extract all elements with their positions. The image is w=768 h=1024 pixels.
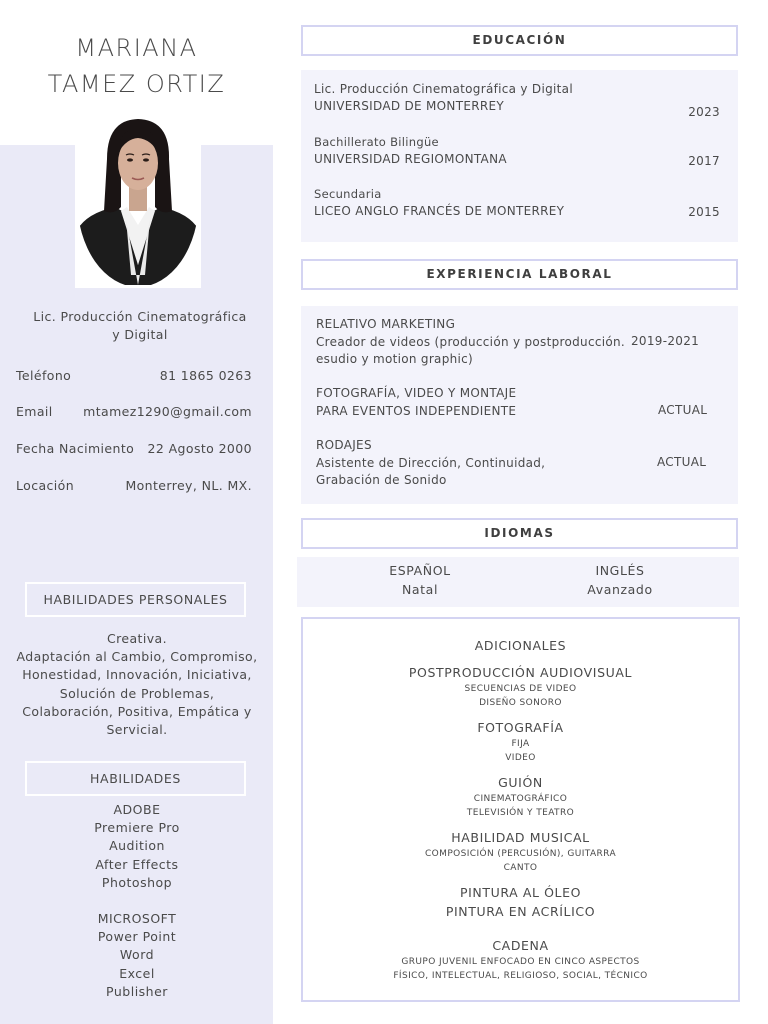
additional-item-sub: SECUENCIAS DE VIDEO [464,684,577,694]
personal-skills-line: Colaboración, Positiva, Empática y [22,703,252,719]
personal-skills-line: Adaptación al Cambio, Compromiso, [16,649,258,665]
additional-box [301,617,740,1002]
first-name: MARIANA [75,34,198,62]
experience-heading: EXPERIENCIA LABORAL [301,259,738,290]
contact-row-location [16,478,252,493]
skill-group-title: ADOBE [113,802,161,817]
language-item [520,561,720,599]
experience-role: Creador de videos (producción y postproducción. [316,334,626,349]
additional-item-title: POSTPRODUCCIÓN AUDIOVISUAL [408,665,633,680]
additional-item-sub: TELEVISIÓN Y TEATRO [466,808,575,818]
additional-item-sub: GRUPO JUVENIL ENFOCADO EN CINCO ASPECTOS [401,957,640,967]
contact-label: Email [16,404,53,419]
additional-item-sub: COMPOSICIÓN (PERCUSIÓN), GUITARRA [424,849,617,859]
additional-item-sub: DISEÑO SONORO [479,698,562,708]
skill-item: Photoshop [101,874,173,890]
skills-heading: HABILIDADES [25,761,246,796]
skill-item: After Effects [95,856,179,872]
language-name: ESPAÑOL [389,563,451,578]
additional-item-title: HABILIDAD MUSICAL [451,830,590,845]
contact-label: Fecha Nacimiento [16,441,135,456]
languages-heading: IDIOMAS [301,518,738,549]
additional-item-sub: CINEMATOGRÁFICO [473,794,568,804]
degree-title [20,308,260,344]
experience-date: ACTUAL [658,403,708,417]
skills-list [14,801,260,1001]
candidate-name [0,30,273,102]
language-level: Natal [401,582,439,597]
personal-skills-line: Servicial. [106,722,168,738]
additional-item-title: GUIÓN [498,775,543,790]
additional-item-title: PINTURA EN ACRÍLICO [445,904,596,919]
additional-item-title: FOTOGRAFÍA [477,720,564,735]
experience-role-cont: Grabación de Sonido [316,473,447,487]
education-year: 2015 [688,205,720,219]
contact-value: Monterrey, NL. MX. [125,478,252,493]
personal-skills-line: Creativa. [107,631,167,646]
additional-item-title: CADENA [492,938,549,953]
skill-item: Word [119,947,155,963]
education-name: Secundaria [314,187,382,201]
personal-skills-heading: HABILIDADES PERSONALES [25,582,246,617]
education-school: LICEO ANGLO FRANCÉS DE MONTERREY [314,204,565,218]
additional-item-sub: FIJA [511,739,530,749]
degree-line-1: Lic. Producción Cinematográfica [33,309,247,324]
contact-row-phone [16,368,252,383]
profile-photo-frame [75,115,201,288]
personal-skills-list [14,630,260,739]
experience-company: RODAJES [316,438,372,452]
education-item [314,134,720,174]
profile-photo [77,115,199,285]
additional-item-sub: VIDEO [505,753,536,763]
education-school: UNIVERSIDAD DE MONTERREY [314,99,504,113]
last-name: TAMEZ ORTIZ [47,70,226,98]
skill-item: Premiere Pro [94,820,180,836]
experience-company: FOTOGRAFÍA, VIDEO Y MONTAJE [316,386,517,400]
contact-row-birthdate [16,441,252,456]
personal-skills-line: Solución de Problemas, [59,685,215,701]
skill-item: Audition [109,838,165,854]
education-year: 2023 [688,105,720,119]
education-school: UNIVERSIDAD REGIOMONTANA [314,152,507,166]
experience-item [316,385,706,420]
experience-item [316,437,706,490]
language-level: Avanzado [587,582,653,597]
experience-date: 2019-2021 [631,334,700,348]
experience-role: Asistente de Dirección, Continuidad, [316,455,546,470]
education-name: Bachillerato Bilingüe [314,135,439,149]
contact-value: mtamez1290@gmail.com [83,404,252,419]
additional-heading: ADICIONALES [474,638,567,653]
contact-label: Teléfono [16,368,72,383]
education-name: Lic. Producción Cinematográfica y Digital [314,82,573,96]
additional-content [303,637,738,983]
additional-item-title: PINTURA AL ÓLEO [459,885,582,900]
contact-row-email [16,404,252,419]
contact-value: 22 Agosto 2000 [147,441,252,456]
contact-value: 81 1865 0263 [159,368,252,383]
contact-label: Locación [16,478,75,493]
skill-item: Power Point [97,929,177,945]
education-item [314,186,720,226]
degree-line-2: y Digital [112,327,168,342]
education-heading: EDUCACIÓN [301,25,738,56]
language-item [320,561,520,599]
additional-item-sub: FÍSICO, INTELECTUAL, RELIGIOSO, SOCIAL, TÉCNICO [393,971,648,981]
skill-item: Publisher [106,983,168,999]
experience-date: ACTUAL [657,455,707,469]
skill-item: Excel [119,965,155,981]
additional-item-sub: CANTO [503,863,538,873]
experience-role-cont: esudio y motion graphic) [316,352,474,366]
personal-skills-line: Honestidad, Innovación, Iniciativa, [22,667,252,683]
experience-role: PARA EVENTOS INDEPENDIENTE [316,403,517,418]
experience-company: RELATIVO MARKETING [316,317,456,331]
education-year: 2017 [688,154,720,168]
skill-group-title: MICROSOFT [97,911,177,927]
education-item [314,81,720,121]
language-name: INGLÉS [595,563,645,578]
